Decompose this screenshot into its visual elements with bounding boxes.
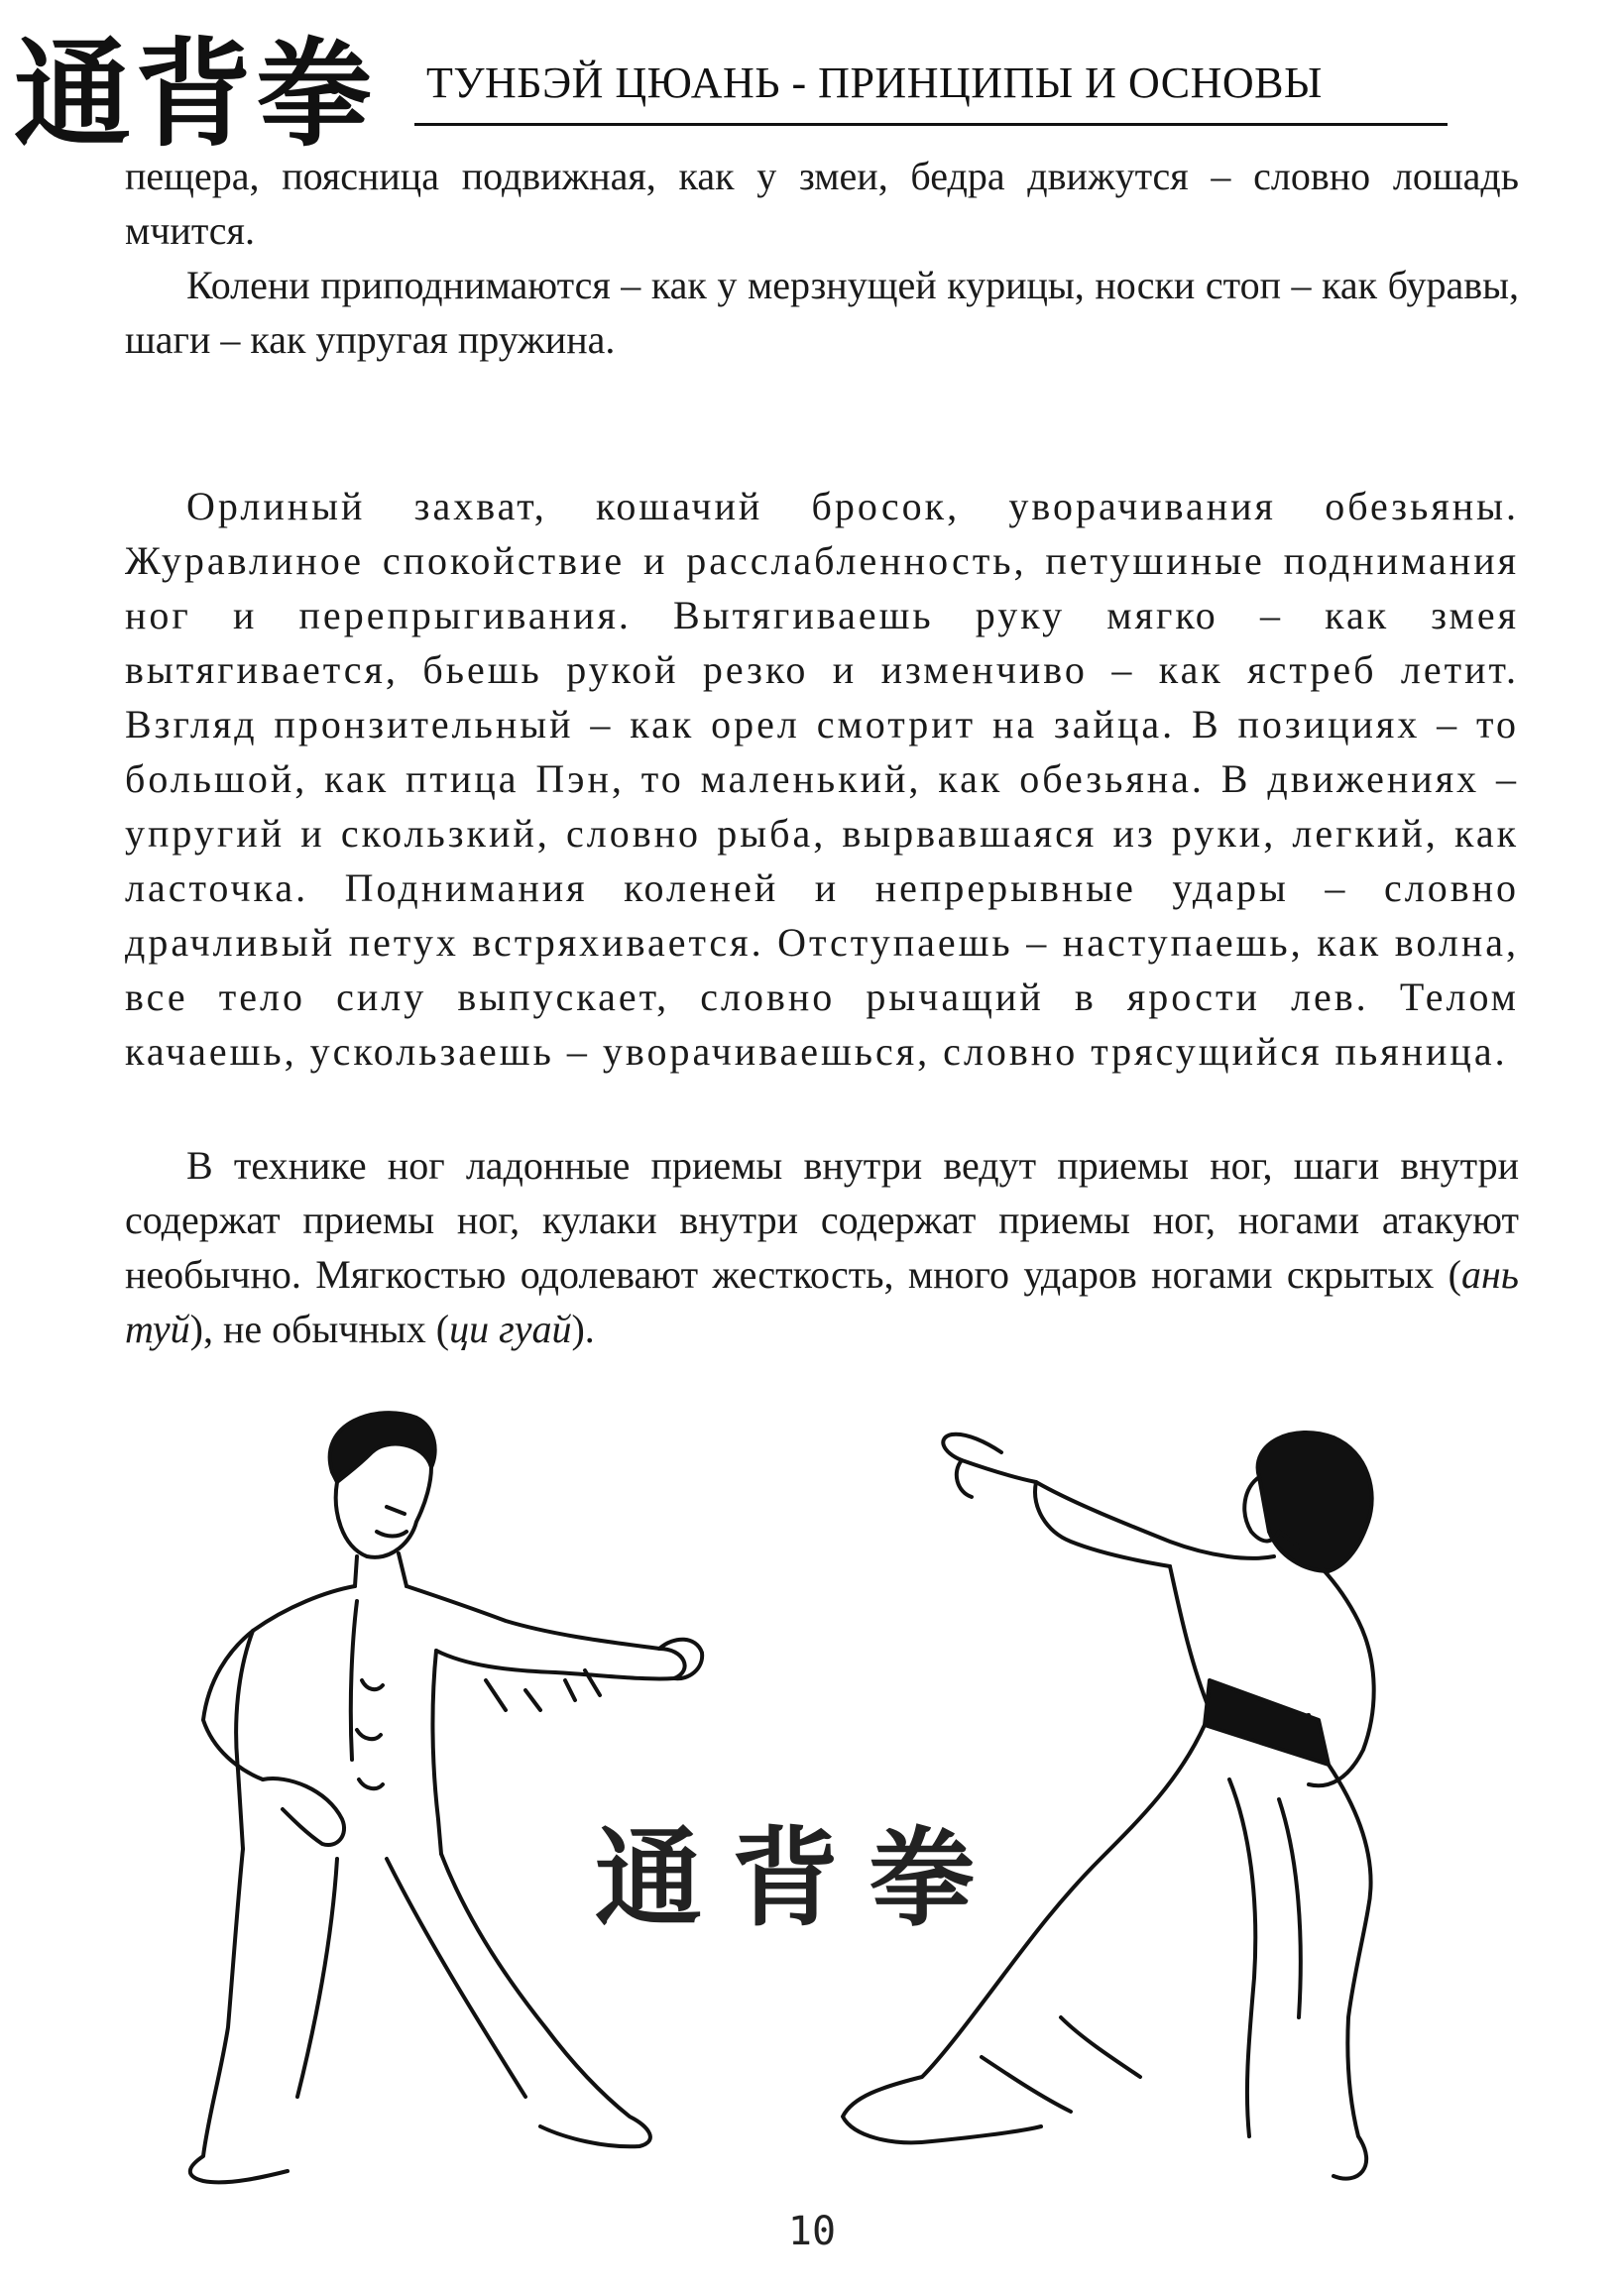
paragraph-group-animals	[125, 479, 1519, 1079]
page-header	[0, 0, 1624, 163]
right-fighter-figure	[843, 1433, 1374, 2179]
paragraph-leg-technique: В технике ног ладонные приемы внутри ведут приемы ног, шаги внутри содержат приемы ног, кулаки внутри содержат приемы ног, ногами атакуют необычно. Мягкостью одолевают жесткость, много ударов ногами скрытых (ань туй), не обычных (ци гуай).	[125, 1143, 1519, 1351]
paragraph-group-top	[125, 149, 1519, 367]
term-qi-guai: ци гуай	[449, 1307, 572, 1351]
term-an-tui: ань туй	[125, 1252, 1519, 1351]
paragraph-animal-imagery: Орлиный захват, кошачий бросок, уворачивания обезьяны. Журавлиное спокойствие и расслабленность, петушиные поднимания ног и перепрыгивания. Вытягиваешь руку мягко – как змея вытягивается, бьешь рукой резко и изменчиво – как ястреб летит. Взгляд пронзительный – как орел смотрит на зайца. В позициях – то большой, как птица Пэн, то маленький, как обезьяна. В движениях – упругий и скользкий, словно рыба, вырвавшаяся из руки, легкий, как ласточка. Поднимания коленей и непрерывные удары – словно драчливый петух встряхивается. Отступаешь – наступаешь, как волна, все тело силу выпускает, словно рычащий в ярости лев. Телом качаешь, ускользаешь – уворачиваешься, словно трясущийся пьяница.	[125, 484, 1519, 1074]
page-number: 10	[787, 2209, 837, 2254]
martial-arts-illustration	[89, 1383, 1537, 2216]
running-title: ТУНБЭЙ ЦЮАНЬ - ПРИНЦИПЫ И ОСНОВЫ	[426, 58, 1323, 107]
paragraph-knees: Колени приподнимаются – как у мерзнущей курицы, носки стоп – как буравы, шаги – как упругая пружина.	[125, 263, 1519, 362]
center-chinese-characters: 通背拳	[595, 1816, 1006, 1941]
header-logo-chinese-characters: 通背拳	[14, 25, 378, 163]
paragraph-continuation: пещера, поясница подвижная, как у змеи, бедра движутся – словно лошадь мчится.	[125, 154, 1519, 253]
left-fighter-figure	[190, 1413, 702, 2182]
title-underline-rule	[414, 123, 1448, 126]
paragraph-group-legs	[125, 1138, 1519, 1356]
